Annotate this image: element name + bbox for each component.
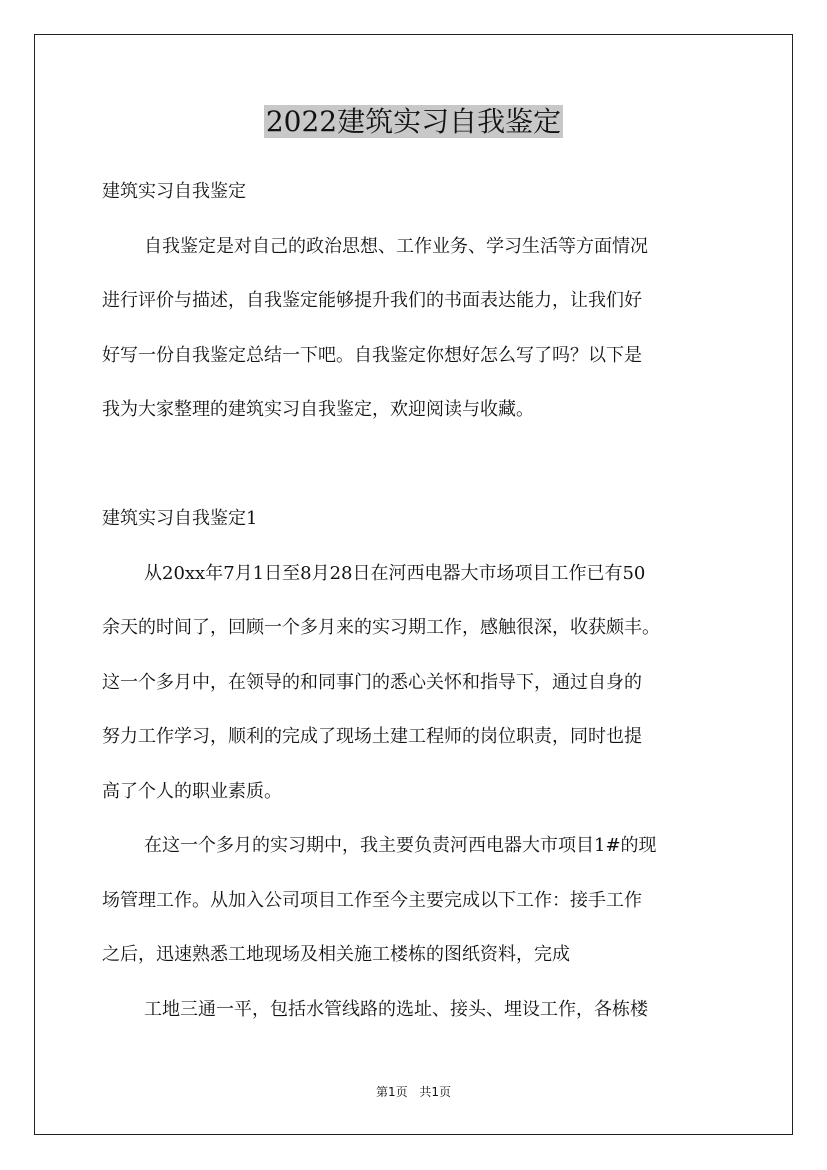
page-number-current: 第1页 <box>375 1085 408 1099</box>
paragraph-line: 高了个人的职业素质。 <box>102 780 282 802</box>
paragraph-line: 从20xx年7月1日至8月28日在河西电器大市场项目工作已有50 <box>144 562 646 584</box>
paragraph-line: 场管理工作。从加入公司项目工作至今主要完成以下工作：接手工作 <box>102 889 642 911</box>
paragraph-line: 努力工作学习，顺利的完成了现场土建工程师的岗位职责，同时也提 <box>102 726 642 747</box>
document-title-text: 2022建筑实习自我鉴定 <box>265 105 562 138</box>
intro-line: 进行评价与描述，自我鉴定能够提升我们的书面表达能力，让我们好 <box>102 290 642 311</box>
intro-line: 自我鉴定是对自己的政治思想、工作业务、学习生活等方面情况 <box>144 235 648 257</box>
document-title <box>0 100 827 144</box>
paragraph-line: 之后，迅速熟悉工地现场及相关施工楼栋的图纸资料，完成 <box>102 944 570 965</box>
intro-line: 好写一份自我鉴定总结一下吧。自我鉴定你想好怎么写了吗？以下是 <box>102 344 642 366</box>
paragraph-line: 余天的时间了，回顾一个多月来的实习期工作，感触很深，收获颇丰。 <box>102 617 660 638</box>
document-body <box>102 170 742 1042</box>
paragraph-line: 这一个多月中，在领导的和同事门的悉心关怀和指导下，通过自身的 <box>102 671 642 693</box>
blank-line <box>102 443 742 498</box>
paragraph-line: 工地三通一平，包括水管线路的选址、接头、埋设工作，各栋楼 <box>144 998 648 1020</box>
document-heading: 建筑实习自我鉴定 <box>102 181 246 202</box>
intro-paragraph <box>102 225 742 443</box>
paragraph-1 <box>102 552 742 825</box>
section-heading: 建筑实习自我鉴定1 <box>102 508 258 529</box>
page-footer <box>0 1083 827 1100</box>
paragraph-line: 在这一个多月的实习期中，我主要负责河西电器大市项目1#的现 <box>144 835 657 856</box>
paragraph-2 <box>102 824 742 988</box>
paragraph-3 <box>102 988 742 1043</box>
intro-line: 我为大家整理的建筑实习自我鉴定，欢迎阅读与收藏。 <box>102 399 534 420</box>
page-number-total: 共1页 <box>419 1085 452 1099</box>
